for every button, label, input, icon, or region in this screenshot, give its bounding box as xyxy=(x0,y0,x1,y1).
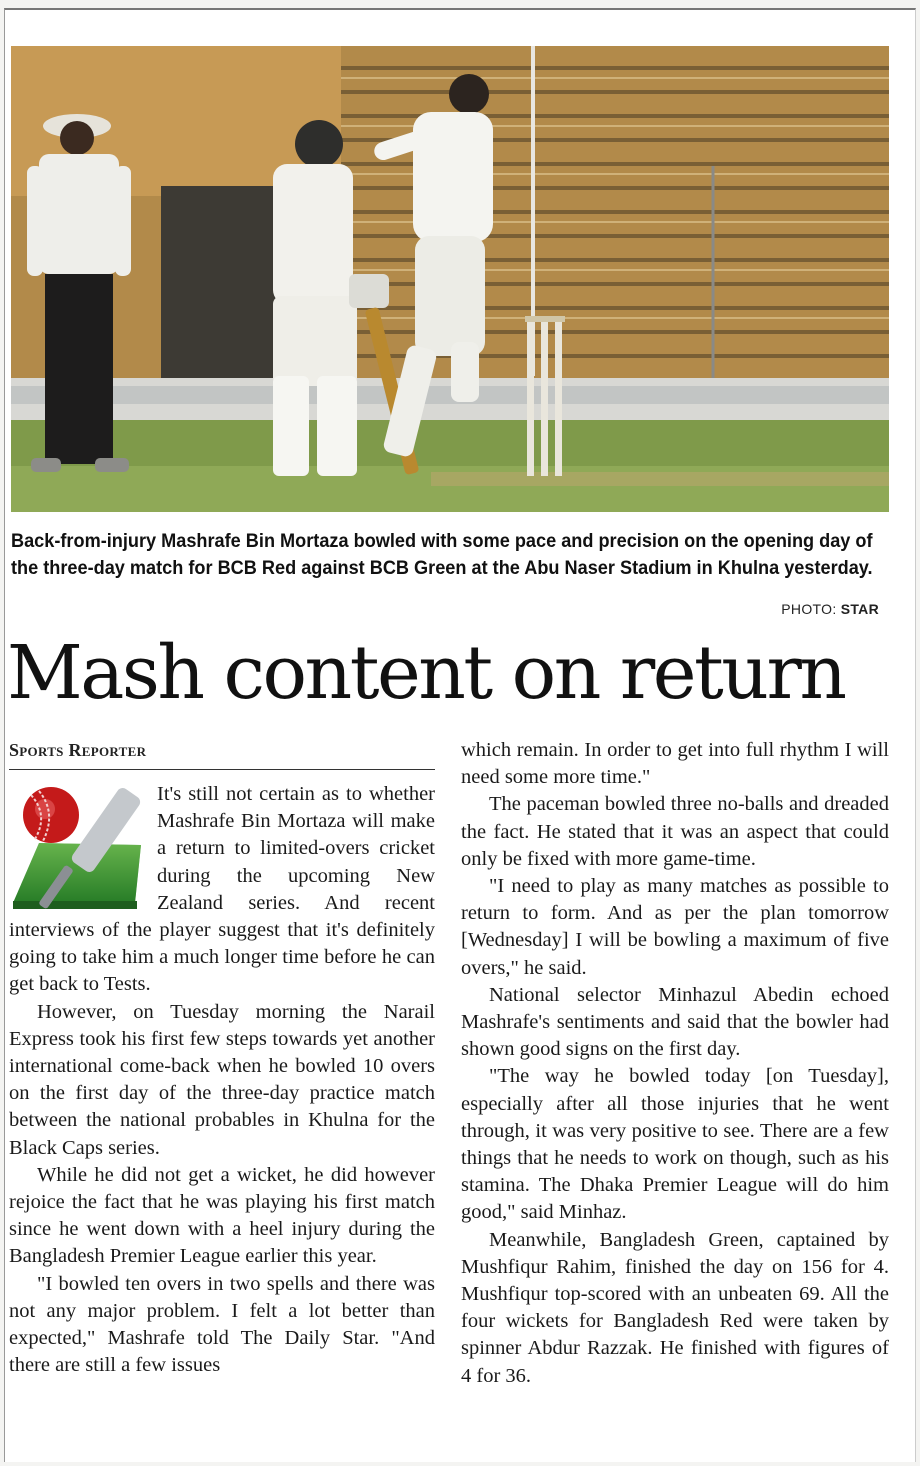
credit-source: STAR xyxy=(840,601,879,617)
article-column-2 xyxy=(461,737,889,1390)
credit-label: PHOTO: xyxy=(781,601,837,617)
cricket-match-photo xyxy=(11,46,889,512)
photo-credit xyxy=(781,601,879,617)
paragraph: National selector Minhazul Abedin echoed Mashrafe's sentiments and said that the bowler had shown good signs on the first day. xyxy=(461,983,889,1061)
paragraph: Meanwhile, Bangladesh Green, captained by Mushfiqur Rahim, finished the day on 156 for 4. Mushfiqur top-scored with an unbeaten 69. All the four wickets for Bangladesh Red were taken by spinner Abdur Razzak. He finished with figures of 4 for 36. xyxy=(461,1228,889,1387)
match-photo xyxy=(11,46,889,512)
paragraph: While he did not get a wicket, he did however rejoice the fact that he was playing his first match since he went down with a heel injury during the Bangladesh Premier League earlier this year. xyxy=(9,1163,435,1268)
paragraph: "I bowled ten overs in two spells and there was not any major problem. I felt a lot better than expected," Mashrafe told The Daily Star. "And there are still a few issues xyxy=(9,1272,435,1377)
cricket-ball-bat-icon xyxy=(9,783,147,916)
photo-caption: Back-from-injury Mashrafe Bin Mortaza bowled with some pace and precision on the opening day of the three-day match for BCB Red against BCB Green at the Abu Naser Stadium in Khulna yesterday. xyxy=(11,530,873,579)
paragraph: which remain. In order to get into full rhythm I will need some more time." xyxy=(461,739,889,789)
paragraph: It's still not certain as to whether Mashrafe Bin Mortaza will make a return to limited-overs cricket during the upcoming New Zealand series. And recent interviews of the player suggest that it's definitely going to take him a much longer time before he can get back to Tests. xyxy=(9,783,435,996)
newspaper-clipping xyxy=(4,8,916,1462)
paragraph: "I need to play as many matches as possible to return to form. And as per the plan tomorrow [Wednesday] I will be bowling a maximum of five overs," he said. xyxy=(461,875,889,979)
article-column-1 xyxy=(9,781,435,1379)
headline: Mash content on return xyxy=(7,630,845,716)
paragraph: "The way he bowled today [on Tuesday], especially after all those injuries that he went through, it was very positive to see. There are a few things that he needs to work on though, such as his stamina. The Dhaka Premier League will do him good," said Minhaz. xyxy=(461,1065,889,1224)
paragraph: The paceman bowled three no-balls and dreaded the fact. He stated that it was an aspect that could only be fixed with more game-time. xyxy=(461,793,889,870)
byline: Sports Reporter xyxy=(9,740,435,770)
paragraph: However, on Tuesday morning the Narail Express took his first few steps towards yet another international come-back when he bowled 10 overs on the first day of the three-day practice match between the national probables in Khulna for the Black Caps series. xyxy=(9,1000,435,1159)
